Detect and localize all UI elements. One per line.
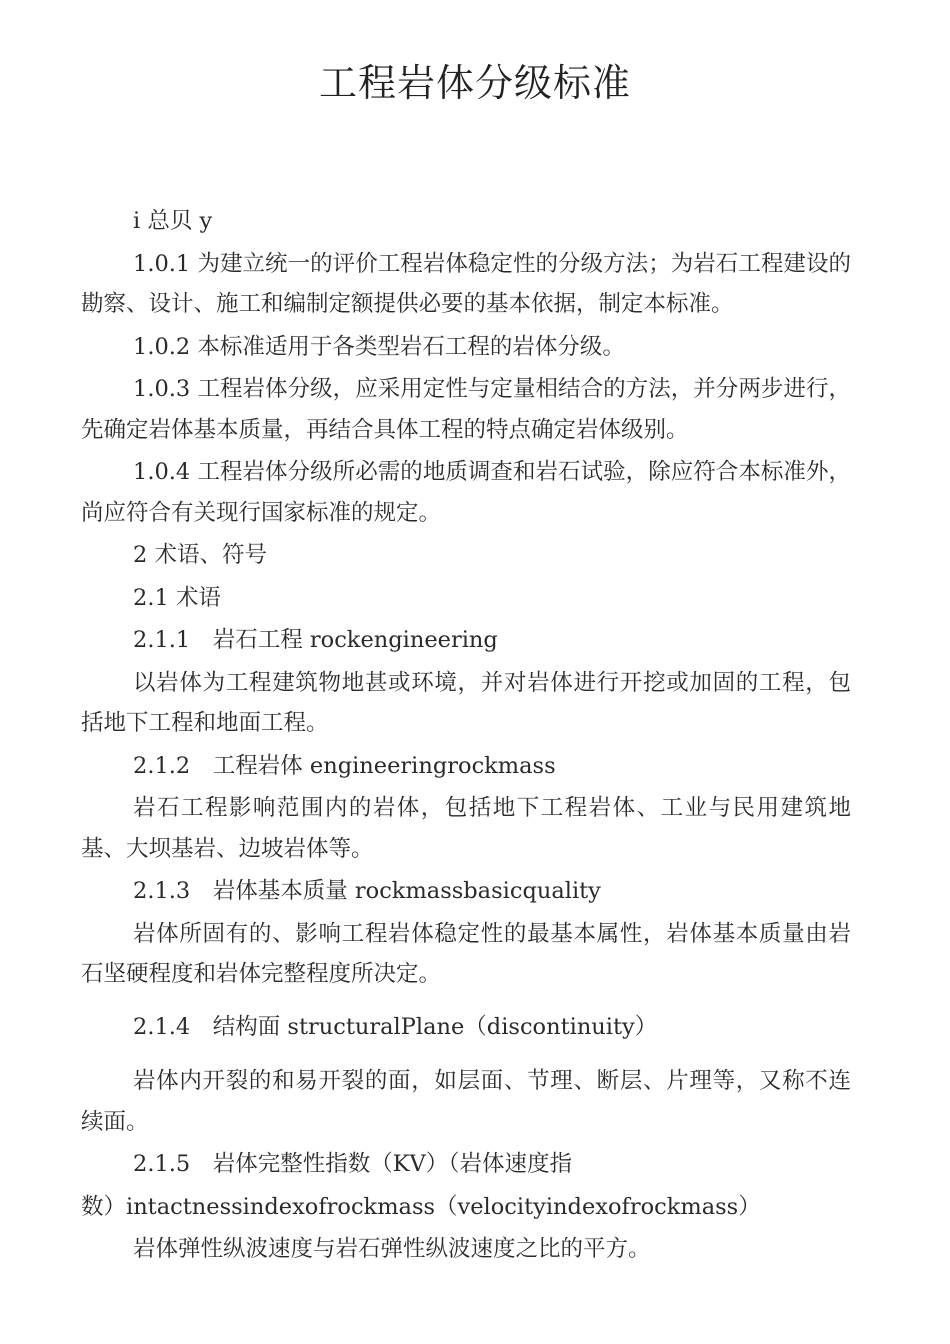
clause-1-0-4: 1.0.4 工程岩体分级所必需的地质调查和岩石试验，除应符合本标准外，尚应符合有关现行国家标准的规定。: [81, 459, 851, 526]
heading-terms-symbols: 2 术语、符号: [133, 542, 267, 568]
term-2-1-2: 2.1.2 工程岩体 engineeringrockmass: [133, 752, 556, 779]
term-2-1-5-continued: 数）intactnessindexofrockmass（velocityindexofrockmass）: [81, 1193, 761, 1220]
term-2-1-4: 2.1.4 结构面 structuralPlane（discontinuity）: [133, 1013, 658, 1040]
heading-general: i 总贝 y: [133, 208, 213, 234]
term-2-1-5-definition: 岩体弹性纵波速度与岩石弹性纵波速度之比的平方。: [133, 1236, 651, 1262]
term-2-1-3: 2.1.3 岩体基本质量 rockmassbasicquality: [133, 878, 601, 904]
term-2-1-2-definition: 岩石工程影响范围内的岩体，包括地下工程岩体、工业与民用建筑地基、大坝基岩、边坡岩体等。: [81, 795, 851, 862]
term-2-1-4-definition: 岩体内开裂的和易开裂的面，如层面、节理、断层、片理等，又称不连续面。: [81, 1068, 851, 1135]
term-2-1-1: 2.1.1 岩石工程 rockengineering: [133, 627, 498, 653]
clause-1-0-1: 1.0.1 为建立统一的评价工程岩体稳定性的分级方法；为岩石工程建设的勘察、设计、施工和编制定额提供必要的基本依据，制定本标准。: [81, 250, 851, 317]
heading-terms: 2.1 术语: [133, 584, 221, 611]
clause-1-0-3: 1.0.3 工程岩体分级，应采用定性与定量相结合的方法，并分两步进行，先确定岩体基本质量，再结合具体工程的特点确定岩体级别。: [81, 376, 851, 443]
term-2-1-1-definition: 以岩体为工程建筑物地甚或环境，并对岩体进行开挖或加固的工程，包括地下工程和地面工程。: [81, 669, 851, 736]
term-2-1-3-definition: 岩体所固有的、影响工程岩体稳定性的最基本属性，岩体基本质量由岩石坚硬程度和岩体完整程度所决定。: [81, 920, 851, 987]
clause-1-0-2: 1.0.2 本标准适用于各类型岩石工程的岩体分级。: [133, 333, 625, 360]
term-2-1-5: 2.1.5 岩体完整性指数（KV）（岩体速度指: [133, 1151, 573, 1177]
document-title: 工程岩体分级标准: [318, 61, 631, 105]
document-body: [81, 201, 851, 1272]
